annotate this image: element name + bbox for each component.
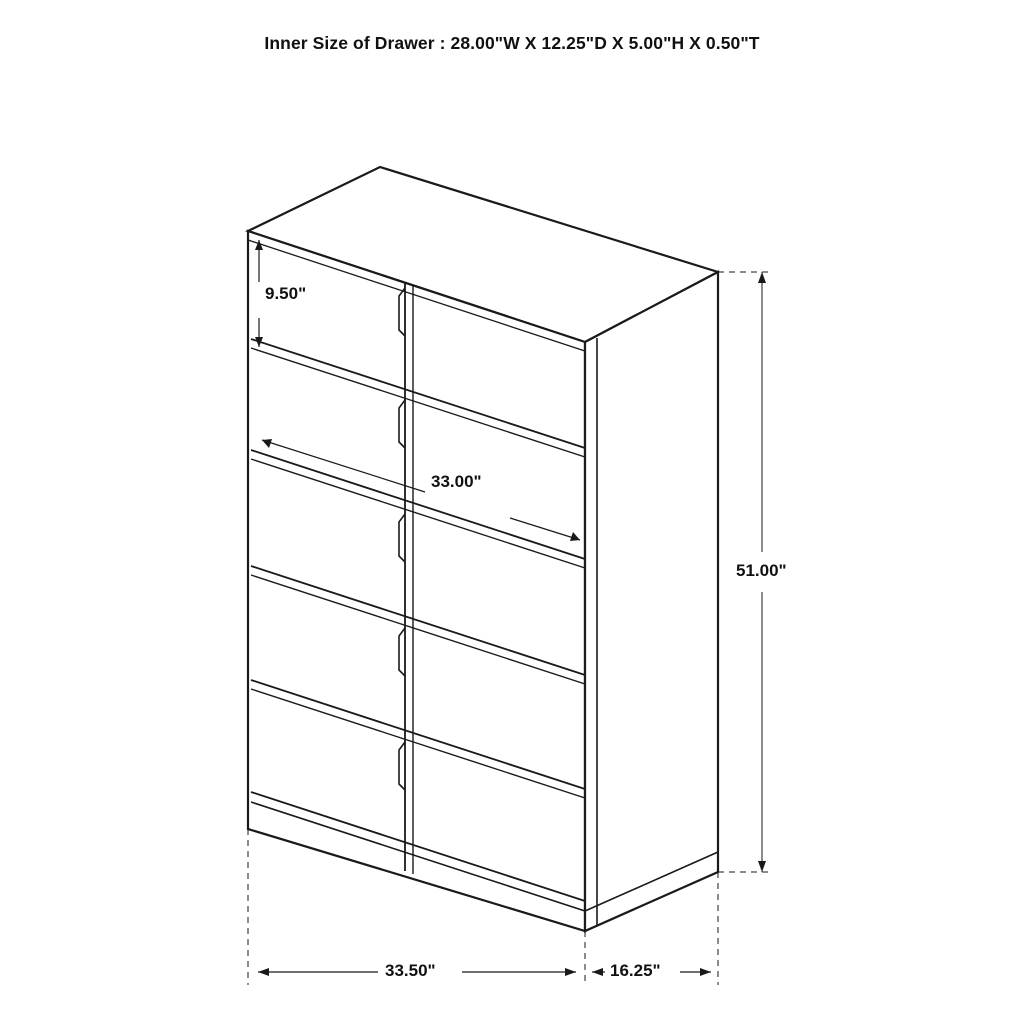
dim-label-drawer-height: 9.50" [265, 284, 307, 303]
dim-label-overall-height: 51.00" [736, 561, 787, 580]
side-panel [585, 272, 718, 931]
page-title: Inner Size of Drawer : 28.00"W X 12.25"D X 5.00"H X 0.50"T [264, 33, 760, 53]
dim-label-overall-width: 33.50" [385, 961, 436, 980]
dim-label-front-width: 33.00" [431, 472, 482, 491]
dim-label-overall-depth: 16.25" [610, 961, 661, 980]
